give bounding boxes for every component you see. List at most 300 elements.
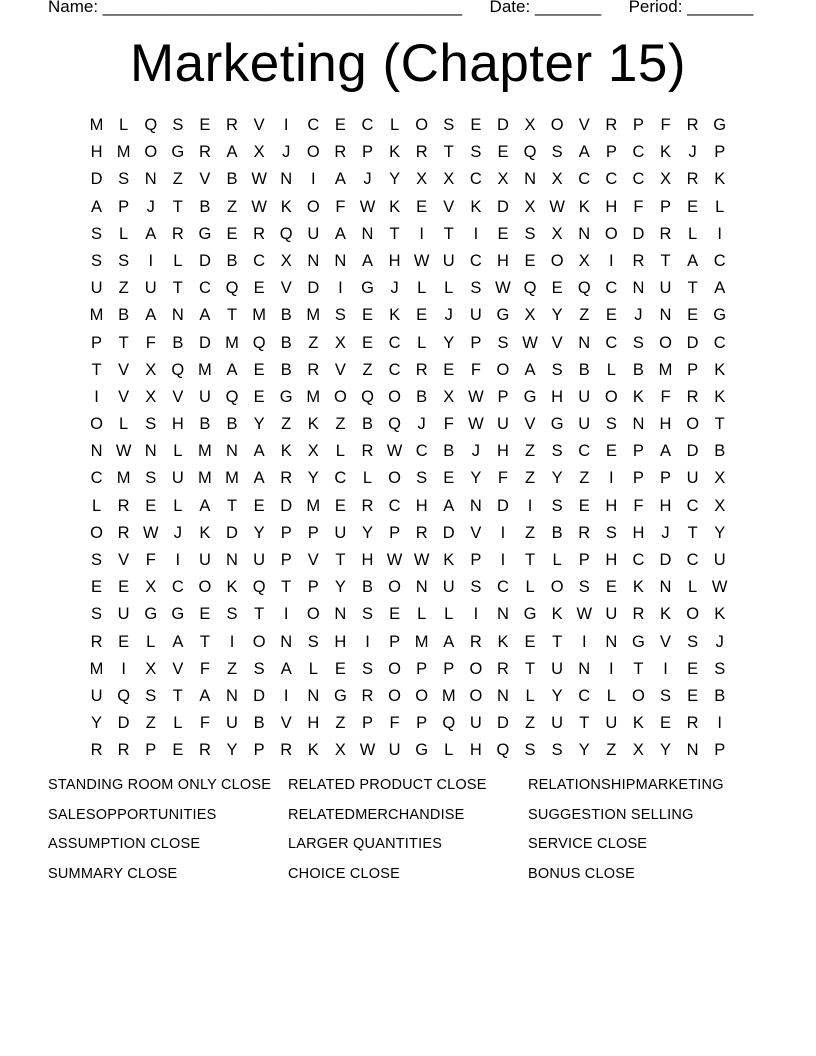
word-bank-item: RELATIONSHIPMARKETING (528, 777, 724, 793)
grid-letter: P (307, 523, 319, 542)
grid-letter: P (280, 523, 292, 542)
grid-letter: X (660, 170, 672, 189)
grid-letter: I (609, 659, 614, 678)
grid-letter: G (415, 741, 429, 760)
grid-letter: J (688, 143, 697, 162)
grid-letter: S (660, 686, 672, 705)
grid-letter: D (496, 197, 509, 216)
grid-letter: E (443, 469, 455, 488)
grid-letter: E (551, 279, 563, 298)
grid-letter: R (686, 116, 699, 134)
grid-letter: P (389, 632, 401, 651)
grid-letter: P (416, 659, 428, 678)
grid-letter: L (173, 442, 183, 461)
grid-letter: R (632, 605, 645, 624)
grid-letter: M (116, 143, 131, 162)
grid-letter: E (443, 360, 455, 379)
grid-letter: D (496, 714, 509, 733)
grid-letter: E (253, 387, 265, 406)
grid-letter: F (145, 551, 156, 569)
grid-letter: L (688, 578, 698, 597)
grid-letter: Y (91, 714, 103, 733)
grid-letter: B (551, 523, 563, 542)
grid-letter: E (687, 306, 699, 325)
grid-letter: N (90, 442, 103, 461)
grid-letter: S (118, 251, 130, 270)
grid-letter: I (283, 605, 289, 624)
word-search-grid (83, 112, 733, 765)
grid-letter: U (659, 279, 672, 298)
grid-letter: O (469, 686, 483, 705)
grid-letter: T (199, 632, 210, 651)
grid-letter: I (311, 170, 316, 189)
grid-letter: Z (579, 306, 590, 325)
grid-letter: I (365, 632, 370, 651)
grid-letter: X (145, 659, 157, 678)
grid-letter: T (552, 632, 563, 651)
grid-letter: H (605, 551, 618, 569)
grid-letter: C (253, 251, 266, 270)
grid-letter: V (524, 415, 536, 434)
grid-letter: R (253, 224, 266, 243)
grid-letter: O (198, 578, 212, 597)
grid-letter: M (198, 360, 212, 379)
grid-letter: O (306, 197, 320, 216)
grid-letter: P (632, 469, 644, 488)
grid-letter: N (496, 686, 509, 705)
grid-letter: N (686, 741, 699, 760)
grid-letter: P (660, 469, 672, 488)
grid-letter: J (634, 306, 643, 325)
grid-letter: N (334, 251, 347, 270)
grid-letter: P (632, 442, 644, 461)
grid-letter: J (146, 197, 155, 216)
grid-letter: K (307, 415, 319, 434)
grid-letter: D (117, 714, 130, 733)
grid-letter: L (417, 279, 427, 298)
grid-letter: O (550, 578, 564, 597)
grid-letter: P (307, 578, 319, 597)
grid-letter: D (280, 496, 293, 515)
grid-letter: V (280, 279, 292, 298)
grid-letter: X (145, 578, 157, 597)
grid-letter: X (714, 496, 726, 515)
grid-row (83, 139, 733, 166)
grid-letter: C (578, 170, 591, 189)
grid-letter: J (390, 279, 399, 298)
grid-letter: A (199, 306, 211, 325)
grid-letter: I (609, 251, 614, 270)
grid-letter: K (660, 143, 672, 162)
grid-letter: D (496, 116, 509, 134)
grid-letter: Z (525, 714, 536, 733)
grid-letter: C (605, 279, 618, 298)
grid-letter: S (443, 116, 455, 134)
grid-letter: J (417, 415, 426, 434)
grid-letter: P (145, 741, 157, 760)
grid-letter: E (524, 251, 536, 270)
grid-letter: J (471, 442, 480, 461)
grid-letter: C (469, 251, 482, 270)
grid-letter: M (116, 469, 131, 488)
grid-letter: F (199, 714, 210, 733)
grid-letter: S (91, 551, 103, 569)
grid-letter: A (199, 686, 211, 705)
grid-letter: T (443, 224, 454, 243)
grid-letter: L (444, 741, 454, 760)
grid-letter: W (468, 415, 484, 434)
page-title: Marketing (Chapter 15) (130, 34, 686, 93)
grid-row (83, 737, 733, 764)
grid-letter: Q (577, 279, 591, 298)
grid-letter: H (605, 197, 618, 216)
grid-letter: L (119, 116, 129, 134)
grid-letter: R (361, 686, 374, 705)
grid-letter: T (118, 333, 129, 352)
grid-letter: T (660, 251, 671, 270)
grid-letter: F (145, 333, 156, 352)
grid-letter: N (280, 632, 293, 651)
grid-letter: H (334, 632, 347, 651)
grid-letter: V (253, 116, 265, 134)
grid-letter: J (363, 170, 372, 189)
grid-letter: E (578, 496, 590, 515)
grid-letter: I (473, 224, 479, 243)
grid-letter: T (172, 197, 183, 216)
grid-letter: D (198, 333, 211, 352)
grid-letter: K (632, 387, 644, 406)
grid-letter: O (659, 333, 672, 352)
grid-letter: N (578, 224, 591, 243)
grid-letter: W (359, 741, 376, 760)
grid-letter: B (632, 360, 644, 379)
grid-letter: C (415, 442, 428, 461)
grid-letter: T (633, 659, 644, 678)
grid-letter: Y (470, 469, 482, 488)
grid-letter: U (469, 306, 482, 325)
grid-letter: S (524, 224, 536, 243)
grid-letter: L (525, 686, 535, 705)
grid-letter: N (578, 333, 591, 352)
date-field-label: Date: _______ (489, 0, 602, 16)
grid-letter: Z (308, 333, 319, 352)
grid-letter: A (280, 659, 292, 678)
grid-letter: P (660, 197, 672, 216)
grid-letter: K (714, 170, 726, 189)
word-bank-item: STANDING ROOM ONLY CLOSE (48, 777, 272, 793)
word-bank-item: SUGGESTION SELLING (528, 806, 694, 823)
grid-letter: W (142, 523, 159, 542)
grid-letter: X (578, 251, 590, 270)
grid-letter: V (307, 551, 319, 569)
grid-letter: U (226, 714, 238, 733)
grid-letter: X (416, 170, 428, 189)
grid-letter: T (687, 523, 698, 542)
grid-letter: J (444, 306, 453, 325)
grid-letter: C (388, 333, 401, 352)
grid-letter: C (713, 333, 726, 352)
grid-row (83, 465, 733, 492)
grid-letter: Q (496, 741, 510, 760)
grid-letter: H (659, 496, 672, 515)
grid-letter: U (144, 279, 157, 298)
grid-letter: T (254, 605, 265, 624)
grid-letter: S (497, 333, 509, 352)
grid-row (83, 330, 733, 357)
grid-letter: G (523, 387, 537, 406)
grid-letter: E (687, 659, 699, 678)
grid-letter: X (334, 333, 346, 352)
grid-letter: A (334, 170, 346, 189)
grid-letter: S (524, 741, 536, 760)
grid-letter: S (470, 143, 482, 162)
grid-letter: L (119, 224, 129, 243)
grid-letter: E (226, 224, 238, 243)
grid-letter: A (253, 442, 265, 461)
grid-letter: F (660, 387, 671, 406)
grid-letter: H (605, 496, 618, 515)
grid-letter: X (497, 170, 509, 189)
grid-letter: N (659, 578, 672, 597)
grid-letter: L (552, 551, 562, 569)
grid-letter: T (281, 578, 292, 597)
grid-letter: X (307, 442, 319, 461)
grid-letter: C (632, 143, 645, 162)
grid-letter: K (497, 632, 509, 651)
grid-letter: C (632, 551, 645, 569)
grid-letter: Q (225, 387, 239, 406)
grid-letter: F (470, 360, 481, 379)
word-bank-item: ASSUMPTION CLOSE (48, 836, 201, 852)
grid-letter: P (470, 551, 482, 569)
grid-letter: L (173, 496, 183, 515)
grid-letter: A (578, 143, 590, 162)
grid-letter: T (525, 659, 536, 678)
grid-letter: E (361, 306, 373, 325)
grid-letter: X (443, 170, 455, 189)
grid-letter: R (686, 170, 699, 189)
grid-letter: I (175, 551, 181, 569)
grid-letter: B (361, 415, 373, 434)
grid-letter: V (172, 659, 184, 678)
grid-letter: Q (442, 714, 456, 733)
grid-letter: E (605, 442, 617, 461)
grid-letter: J (715, 632, 724, 651)
grid-letter: T (579, 714, 590, 733)
grid-letter: U (496, 415, 509, 434)
grid-letter: R (90, 632, 103, 651)
grid-letter: S (470, 279, 482, 298)
grid-letter: A (443, 632, 455, 651)
grid-letter: S (416, 469, 428, 488)
grid-row (83, 357, 733, 384)
grid-letter: A (524, 360, 536, 379)
grid-letter: O (144, 143, 158, 162)
grid-letter: E (524, 632, 536, 651)
grid-letter: S (605, 415, 617, 434)
grid-letter: V (118, 551, 130, 569)
grid-letter: N (144, 442, 157, 461)
grid-letter: S (551, 360, 563, 379)
grid-letter: T (172, 686, 183, 705)
grid-letter: G (713, 306, 727, 325)
grid-letter: S (361, 659, 373, 678)
grid-letter: E (416, 197, 428, 216)
grid-letter: O (306, 143, 320, 162)
grid-letter: S (145, 415, 157, 434)
grid-letter: I (94, 387, 99, 406)
grid-letter: R (171, 224, 184, 243)
grid-letter: D (686, 333, 699, 352)
grid-letter: O (686, 605, 700, 624)
grid-letter: Y (551, 469, 563, 488)
grid-letter: E (145, 496, 157, 515)
grid-letter: B (280, 333, 292, 352)
grid-letter: U (117, 605, 130, 624)
grid-letter: E (605, 578, 617, 597)
grid-letter: D (496, 496, 509, 515)
grid-letter: K (632, 578, 644, 597)
grid-letter: Q (144, 116, 158, 134)
grid-letter: N (226, 686, 238, 705)
grid-letter: H (469, 741, 482, 760)
grid-letter: K (660, 605, 672, 624)
grid-letter: R (226, 116, 238, 134)
grid-letter: P (578, 551, 590, 569)
grid-letter: K (199, 523, 211, 542)
grid-letter: S (145, 686, 157, 705)
grid-letter: T (226, 496, 238, 515)
grid-letter: K (389, 143, 401, 162)
grid-letter: X (443, 387, 455, 406)
grid-letter: R (415, 143, 428, 162)
grid-letter: N (171, 306, 184, 325)
grid-letter: B (714, 442, 726, 461)
grid-letter: W (522, 333, 538, 352)
grid-letter: S (551, 442, 563, 461)
word-bank-item: SUMMARY CLOSE (48, 865, 178, 882)
grid-letter: F (660, 116, 671, 134)
grid-letter: U (334, 523, 347, 542)
grid-letter: Y (443, 333, 455, 352)
grid-letter: I (717, 714, 722, 733)
grid-letter: R (307, 360, 320, 379)
grid-letter: L (525, 578, 535, 597)
grid-letter: H (632, 523, 645, 542)
grid-letter: K (551, 605, 563, 624)
grid-letter: Q (225, 279, 239, 298)
grid-letter: O (333, 387, 347, 406)
grid-letter: O (686, 415, 700, 434)
grid-letter: E (660, 714, 672, 733)
grid-letter: Y (226, 741, 238, 760)
grid-letter: A (199, 496, 211, 515)
grid-letter: B (280, 306, 292, 325)
grid-letter: Y (389, 170, 401, 189)
header-fields (48, 0, 753, 17)
grid-letter: B (443, 442, 455, 461)
name-field-label: Name: ______________________________________ (48, 0, 463, 16)
grid-letter: U (551, 714, 564, 733)
grid-letter: B (199, 197, 211, 216)
grid-letter: C (334, 469, 347, 488)
grid-letter: B (361, 578, 373, 597)
grid-letter: U (578, 415, 591, 434)
grid-letter: U (253, 551, 266, 569)
grid-letter: G (198, 224, 212, 243)
grid-letter: R (415, 360, 428, 379)
grid-letter: F (335, 197, 346, 216)
grid-letter: C (605, 333, 618, 352)
grid-row (83, 629, 733, 656)
word-bank-item: BONUS CLOSE (528, 865, 635, 882)
grid-letter: D (253, 686, 266, 705)
grid-letter: S (226, 605, 238, 624)
grid-letter: W (549, 197, 565, 216)
grid-letter: J (661, 523, 670, 542)
grid-row (83, 601, 733, 628)
grid-letter: G (144, 605, 158, 624)
grid-letter: N (469, 496, 482, 515)
grid-letter: V (280, 714, 292, 733)
grid-letter: Z (525, 442, 536, 461)
grid-letter: R (280, 469, 293, 488)
grid-letter: C (171, 578, 184, 597)
grid-letter: Z (525, 523, 536, 542)
grid-letter: B (226, 170, 238, 189)
grid-letter: P (280, 551, 292, 569)
grid-letter: A (172, 632, 184, 651)
grid-letter: W (495, 279, 511, 298)
grid-letter: A (145, 224, 157, 243)
grid-letter: N (605, 632, 618, 651)
grid-letter: K (307, 741, 319, 760)
grid-letter: I (609, 469, 614, 488)
grid-letter: R (469, 632, 482, 651)
grid-letter: L (173, 714, 183, 733)
grid-letter: I (473, 605, 479, 624)
grid-letter: I (283, 686, 289, 705)
grid-letter: O (388, 469, 401, 488)
grid-letter: X (253, 143, 265, 162)
grid-letter: U (605, 605, 618, 624)
grid-letter: H (496, 251, 509, 270)
grid-letter: L (91, 496, 102, 515)
grid-letter: Q (523, 279, 537, 298)
grid-letter: K (280, 197, 292, 216)
grid-letter: Z (281, 415, 292, 434)
grid-letter: K (389, 306, 401, 325)
grid-letter: D (198, 251, 211, 270)
grid-letter: Q (171, 360, 185, 379)
grid-letter: L (688, 224, 698, 243)
grid-row (83, 438, 733, 465)
grid-letter: E (389, 605, 401, 624)
grid-letter: L (308, 659, 318, 678)
grid-letter: C (496, 578, 509, 597)
grid-letter: X (524, 306, 536, 325)
grid-letter: I (338, 279, 343, 298)
grid-letter: T (172, 279, 183, 298)
grid-letter: G (171, 143, 185, 162)
grid-letter: O (90, 415, 103, 434)
grid-letter: V (551, 333, 563, 352)
grid-letter: M (198, 469, 212, 488)
grid-letter: G (279, 387, 293, 406)
grid-letter: N (334, 605, 347, 624)
grid-letter: H (659, 415, 672, 434)
grid-letter: R (415, 523, 428, 542)
